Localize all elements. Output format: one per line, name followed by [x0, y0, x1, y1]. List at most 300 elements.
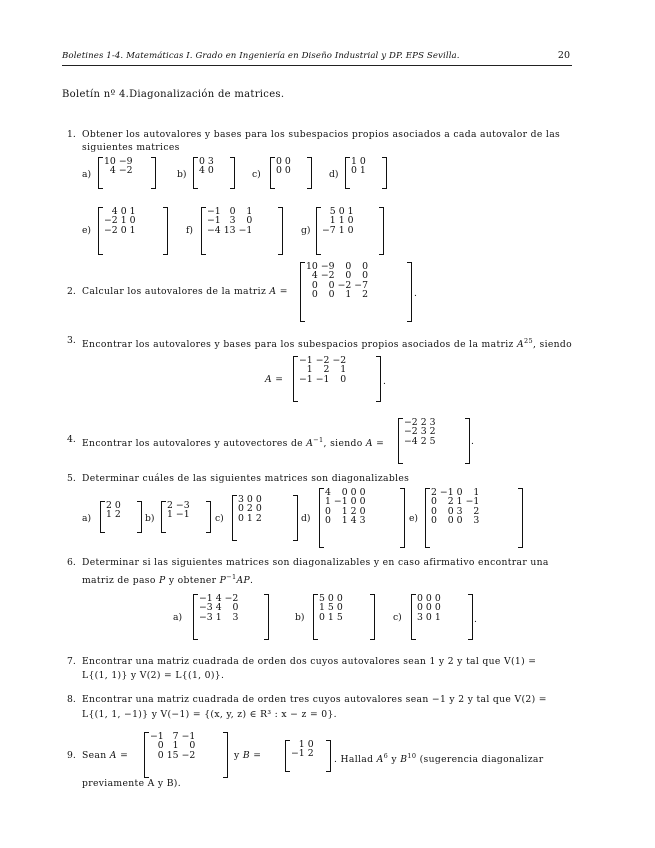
matrix-entry: 2 [246, 503, 253, 515]
bracket-left [285, 740, 290, 772]
matrix-entry: 3 [420, 426, 427, 438]
matrix-entry: 3 [417, 611, 423, 623]
matrix-entry: −4 [207, 224, 221, 236]
matrix-entry: 5 [429, 435, 436, 447]
matrix-entry: 0 [431, 514, 437, 526]
bracket-left [316, 207, 321, 255]
problem-number: 3. [67, 335, 76, 346]
matrix-entry: 0 [341, 487, 348, 498]
bracket-right [278, 207, 283, 255]
label-c: c) [252, 169, 261, 180]
matrix-entry: 1 [172, 740, 179, 752]
matrix [100, 501, 142, 533]
matrix [313, 594, 375, 640]
matrix-row [106, 510, 124, 519]
problem-number: 7. [67, 656, 76, 667]
matrix-entry: 0 [359, 156, 366, 167]
problem-number: 1. [67, 129, 76, 140]
matrix-entry: −2 [224, 593, 239, 604]
matrix-entry: 0 [311, 288, 318, 300]
matrix-entry: 1 [351, 156, 357, 167]
bracket-left [193, 594, 198, 640]
matrix-entry: −2 [104, 215, 118, 227]
matrix-entry: 2 [420, 417, 427, 428]
matrix-entry: 0 [157, 740, 164, 752]
label-a: a) [82, 513, 92, 524]
matrix-entry: 4 [325, 487, 331, 498]
matrix-entry: 0 [232, 602, 239, 614]
matrix-entry: 1 [340, 364, 347, 376]
matrix-row [207, 226, 255, 235]
matrix [285, 740, 331, 772]
matrix [411, 594, 473, 640]
matrix-entry: 15 [166, 749, 179, 761]
matrix-entry: 0 [327, 593, 334, 604]
matrix-entry: 0 [359, 496, 366, 508]
matrix [232, 495, 298, 541]
matrix-entry: −1 [175, 509, 190, 521]
matrix-entry: 0 [246, 215, 253, 227]
problem-number: 4. [67, 434, 76, 445]
problem-number: 2. [67, 286, 76, 297]
matrix-entry: 1 [246, 206, 253, 217]
matrix-entry: 1 [341, 505, 348, 517]
label-e: e) [409, 513, 419, 524]
matrix-entry: 1 [298, 739, 305, 750]
matrix-entry: 4 [111, 206, 118, 217]
matrix-entry: 0 [120, 224, 127, 236]
matrix [193, 594, 269, 640]
matrix-entry: −2 [404, 426, 418, 438]
problem-9-mid: y B = [234, 750, 262, 761]
problem-9-text: Sean A = [82, 750, 129, 761]
matrix-row [276, 166, 294, 175]
label-a: a) [173, 612, 183, 623]
matrix-entry: 0 [456, 487, 463, 498]
bracket-right [379, 207, 384, 255]
matrix-row [404, 437, 439, 446]
header-title: Boletines 1-4. Matemáticas I. Grado en Ingeniería en Diseño Industrial y DP. EPS Sevilla. [62, 51, 460, 61]
matrix-entry: 0 [284, 156, 291, 167]
matrix-entry: 0 [434, 602, 441, 614]
matrix-entry: 3 [229, 215, 236, 227]
matrix-entry: 1 [338, 215, 345, 227]
matrix-entry: 7 [172, 731, 179, 742]
label-g: g) [301, 225, 311, 236]
matrix-entry: 0 [325, 514, 331, 526]
matrix-entry: 3 [456, 505, 463, 517]
matrix [270, 157, 312, 189]
matrix-entry: 0 [347, 215, 354, 227]
matrix [316, 207, 384, 255]
matrix-row [417, 613, 444, 622]
matrix-entry: 0 [425, 602, 432, 614]
bracket-right [206, 501, 211, 533]
matrix-entry: 0 [284, 165, 291, 177]
bracket-right [223, 732, 228, 778]
matrix-entry: 0 [328, 288, 335, 300]
matrix-entry: −1 [181, 731, 196, 742]
matrix-entry: 0 [425, 593, 432, 604]
matrix-grid [199, 157, 217, 176]
matrix-entry: 1 [129, 206, 136, 217]
matrix-grid [276, 157, 294, 176]
matrix-grid [299, 356, 349, 384]
matrix-grid [325, 488, 368, 525]
matrix-row [291, 749, 317, 758]
matrix-entry: 1 [434, 611, 441, 623]
matrix-entry: 5 [319, 593, 325, 604]
matrix-entry: 0 [431, 496, 437, 508]
matrix-grid [106, 501, 124, 520]
matrix-entry: −4 [404, 435, 418, 447]
matrix-entry: 0 [336, 593, 343, 604]
bracket-left [313, 594, 318, 640]
problem-6-text: Determinar si las siguientes matrices son diagonalizables y en caso afirmativo encontrar una [82, 557, 549, 568]
matrix-entry: −2 [104, 224, 118, 236]
matrix-entry: 0 [434, 593, 441, 604]
bracket-left [161, 501, 166, 533]
matrix-entry: 4 [215, 593, 222, 604]
matrix-row [104, 226, 139, 235]
matrix-entry: 1 [359, 165, 366, 177]
matrix-entry: 0 [347, 224, 354, 236]
bracket-left [425, 488, 430, 548]
matrix-entry: −1 [299, 373, 313, 385]
matrix-entry: 2 [473, 505, 480, 517]
matrix-entry: 0 [276, 165, 282, 177]
matrix-entry: 0 [238, 503, 244, 515]
matrix-entry: 0 [456, 514, 463, 526]
matrix-row [150, 751, 198, 760]
matrix-entry: 3 [429, 417, 436, 428]
matrix [98, 157, 156, 189]
matrix-entry: 0 [447, 505, 454, 517]
bracket-left [411, 594, 416, 640]
matrix-entry: 0 [362, 261, 368, 272]
matrix-row [199, 613, 241, 622]
label-f: f) [186, 225, 193, 236]
matrix-row [104, 166, 136, 175]
matrix-entry: −1 [238, 224, 253, 236]
matrix-entry: 1 [345, 288, 352, 300]
page-header [62, 49, 572, 66]
matrix-entry: 0 [328, 279, 335, 291]
matrix-entry: 13 [223, 224, 236, 236]
matrix-entry: 0 [351, 165, 357, 177]
matrix-entry: 5 [329, 206, 336, 217]
period: . [471, 436, 475, 447]
matrix-grid [207, 207, 255, 235]
matrix [319, 488, 405, 548]
matrix-entry: 0 [189, 740, 196, 752]
bracket-right [518, 488, 523, 548]
bracket-left [232, 495, 237, 541]
matrix-entry: 0 [336, 602, 343, 614]
bracket-left [345, 157, 350, 189]
bracket-right [293, 495, 298, 541]
matrix-entry: 3 [232, 611, 239, 623]
matrix-grid [150, 732, 198, 760]
label-b: b) [295, 612, 305, 623]
matrix-entry: 2 [323, 364, 330, 376]
matrix-entry: 4 [109, 165, 116, 177]
matrix-entry: 0 [345, 270, 352, 282]
matrix-grid [291, 740, 317, 759]
matrix-entry: 2 [420, 435, 427, 447]
matrix-entry: 0 [276, 156, 282, 167]
matrix-entry: 3 [207, 156, 214, 167]
matrix-entry: 0 [359, 505, 366, 517]
matrix [161, 501, 211, 533]
matrix-entry: 1 [167, 509, 173, 521]
matrix [98, 207, 168, 255]
matrix-entry: −1 [150, 731, 164, 742]
matrix-entry: 0 [325, 505, 331, 517]
matrix-entry: 0 [359, 487, 366, 498]
matrix-entry: −1 [207, 215, 221, 227]
problem-4-text: Encontrar los autovalores y autovectores de $A^{-1}$, siendo A = [82, 436, 385, 450]
label-e: e) [82, 225, 92, 236]
problem-number: 9. [67, 750, 76, 761]
matrix-grid [322, 207, 357, 235]
matrix-entry: 0 [447, 514, 454, 526]
matrix-entry: 1 [106, 509, 112, 521]
matrix-grid [306, 262, 371, 299]
matrix-entry: 0 [238, 512, 244, 524]
matrix-entry: 5 [336, 611, 343, 623]
bracket-left [398, 418, 403, 464]
bracket-right [163, 207, 168, 255]
matrix-entry: 0 [338, 206, 345, 217]
matrix-row [431, 516, 482, 525]
matrix-entry: 0 [229, 206, 236, 217]
label-a: a) [82, 169, 92, 180]
bracket-left [270, 157, 275, 189]
matrix-entry: 0 [417, 593, 423, 604]
matrix-entry: 2 [255, 512, 262, 524]
matrix-entry: −9 [320, 261, 335, 272]
matrix-grid [167, 501, 193, 520]
bracket-left [100, 501, 105, 533]
matrix-entry: 3 [473, 514, 480, 526]
matrix-row [325, 516, 368, 525]
matrix-entry: −1 [465, 496, 480, 508]
bracket-right [230, 157, 235, 189]
matrix-entry: 2 [106, 500, 112, 511]
matrix-entry: −2 [118, 165, 133, 177]
matrix-entry: 0 [340, 373, 347, 385]
problem-8-text-cont: L{(1, 1, −1)} y V(−1) = {(x, y, z) ∈ R³ : x − z = 0}. [82, 709, 337, 720]
matrix-entry: −3 [175, 500, 190, 511]
matrix-entry: 2 [431, 487, 437, 498]
matrix-entry: −7 [322, 224, 336, 236]
label-c: c) [215, 513, 224, 524]
matrix-grid [238, 495, 265, 523]
matrix-entry: 1 [473, 487, 480, 498]
bracket-right [376, 356, 381, 402]
matrix-entry: −2 [332, 355, 347, 366]
label-d: d) [329, 169, 339, 180]
matrix-entry: −9 [118, 156, 133, 167]
bracket-right [400, 488, 405, 548]
bracket-left [98, 157, 103, 189]
matrix-entry: 1 [347, 206, 354, 217]
matrix-entry: 0 [345, 261, 352, 272]
matrix-row [351, 166, 369, 175]
bulletin-title: Boletín nº 4.Diagonalización de matrices. [62, 89, 285, 100]
problem-number: 6. [67, 557, 76, 568]
period: . [383, 376, 387, 387]
matrix-entry: 4 [311, 270, 318, 282]
matrix-entry: 1 [341, 514, 348, 526]
matrix-entry: 0 [350, 487, 357, 498]
matrix-entry: 4 [199, 165, 205, 177]
matrix-entry: 1 [329, 215, 336, 227]
matrix-entry: 1 [319, 602, 325, 614]
matrix-entry: 0 [120, 206, 127, 217]
matrix-entry: −1 [439, 487, 454, 498]
matrix-entry: −1 [207, 206, 221, 217]
problem-2-text: Calcular los autovalores de la matriz A = [82, 286, 288, 297]
problem-6-text-cont: matriz de paso P y obtener $P^{-1}AP$. [82, 573, 254, 587]
matrix [300, 262, 412, 322]
matrix-row [199, 166, 217, 175]
bracket-left [193, 157, 198, 189]
bracket-right [382, 157, 387, 189]
matrix-entry: 3 [359, 514, 366, 526]
problem-1-text-cont: siguientes matrices [82, 142, 180, 153]
bracket-right [151, 157, 156, 189]
bracket-left [98, 207, 103, 255]
matrix-entry: −3 [199, 611, 213, 623]
matrix-grid [104, 207, 139, 235]
matrix-grid [351, 157, 369, 176]
matrix-entry: 2 [429, 426, 436, 438]
matrix-entry: 10 [306, 261, 318, 272]
matrix [293, 356, 381, 402]
matrix-entry: 1 [129, 224, 136, 236]
matrix-entry: 2 [350, 505, 357, 517]
matrix [201, 207, 283, 255]
matrix-entry: 1 [246, 512, 253, 524]
matrix-row [167, 510, 193, 519]
label-d: d) [301, 513, 311, 524]
period: . [474, 614, 478, 625]
matrix-entry: 5 [327, 602, 334, 614]
matrix-entry: 4 [215, 602, 222, 614]
matrix-grid [199, 594, 241, 622]
matrix-entry: 0 [199, 156, 205, 167]
bracket-left [144, 732, 149, 778]
matrix-entry: 2 [307, 748, 314, 760]
matrix-grid [104, 157, 136, 176]
matrix-entry: −1 [315, 373, 330, 385]
matrix-entry: 0 [350, 496, 357, 508]
matrix [425, 488, 523, 548]
matrix-entry: 0 [311, 279, 318, 291]
matrix [398, 418, 470, 464]
matrix-grid [431, 488, 482, 525]
problem-3-text: Encontrar los autovalores y bases para los subespacios propios asociados de la matriz $A^{25}$, siendo [82, 337, 573, 351]
matrix-entry: −2 [315, 355, 330, 366]
bracket-right [326, 740, 331, 772]
page-number: 20 [557, 50, 570, 61]
matrix-entry: 2 [167, 500, 173, 511]
matrix-entry: 0 [307, 739, 314, 750]
matrix-entry: 0 [255, 494, 262, 505]
problem-8-text: Encontrar una matriz cuadrada de orden tres cuyos autovalores sean −1 y 2 y tal que V(2) = [82, 694, 547, 705]
problem-1-text: Obtener los autovalores y bases para los subespacios propios asociados a cada autovalor de las [82, 129, 561, 140]
matrix-entry: 0 [431, 505, 437, 517]
problem-9-text-cont: previamente A y B). [82, 778, 182, 789]
matrix-entry: −2 [181, 749, 196, 761]
matrix-entry: 1 [306, 364, 313, 376]
matrix-entry: 0 [255, 503, 262, 515]
matrix-entry: −1 [299, 355, 313, 366]
bracket-right [137, 501, 142, 533]
period: . [414, 288, 418, 299]
matrix-entry: 4 [350, 514, 357, 526]
matrix-entry: −2 [404, 417, 418, 428]
matrix-entry: 0 [207, 165, 214, 177]
matrix-entry: 0 [319, 611, 325, 623]
problem-7-text: Encontrar una matriz cuadrada de orden dos cuyos autovalores sean 1 y 2 y tal que V(1) = [82, 656, 537, 667]
problem-9-tail: . Hallad $A^6$ y $B^{10}$ (sugerencia diagonalizar [334, 752, 544, 766]
matrix-entry: 0 [417, 602, 423, 614]
matrix-entry: 1 [120, 215, 127, 227]
matrix-entry: −1 [333, 496, 348, 508]
bracket-right [468, 594, 473, 640]
matrix-entry: 1 [338, 224, 345, 236]
bracket-left [300, 262, 305, 322]
matrix-entry: −2 [337, 279, 352, 291]
matrix-entry: 2 [114, 509, 121, 521]
matrix-entry: 2 [362, 288, 368, 300]
matrix-entry: −7 [354, 279, 368, 291]
problem-7-text-cont: L{(1, 1)} y V(2) = L{(1, 0)}. [82, 670, 225, 681]
bracket-right [465, 418, 470, 464]
bracket-left [293, 356, 298, 402]
matrix-grid [319, 594, 346, 622]
problem-5-text: Determinar cuáles de las siguientes matrices son diagonalizables [82, 473, 410, 484]
label-c: c) [393, 612, 402, 623]
matrix-entry: 0 [129, 215, 136, 227]
matrix-entry: 0 [157, 749, 164, 761]
equation-lhs: A = [265, 374, 284, 385]
matrix-entry: −1 [291, 748, 305, 760]
bracket-right [407, 262, 412, 322]
bracket-right [307, 157, 312, 189]
bracket-right [370, 594, 375, 640]
bracket-right [264, 594, 269, 640]
matrix-entry: 1 [215, 611, 222, 623]
matrix-row [299, 375, 349, 384]
matrix-entry: 0 [362, 270, 368, 282]
problem-number: 5. [67, 473, 76, 484]
matrix [193, 157, 235, 189]
matrix [144, 732, 228, 778]
matrix-entry: 0 [246, 494, 253, 505]
label-b: b) [145, 513, 155, 524]
problem-number: 8. [67, 694, 76, 705]
matrix-entry: 1 [327, 611, 334, 623]
matrix [345, 157, 387, 189]
matrix-row [306, 290, 371, 299]
matrix-grid [417, 594, 444, 622]
bracket-left [319, 488, 324, 548]
matrix-grid [404, 418, 439, 446]
